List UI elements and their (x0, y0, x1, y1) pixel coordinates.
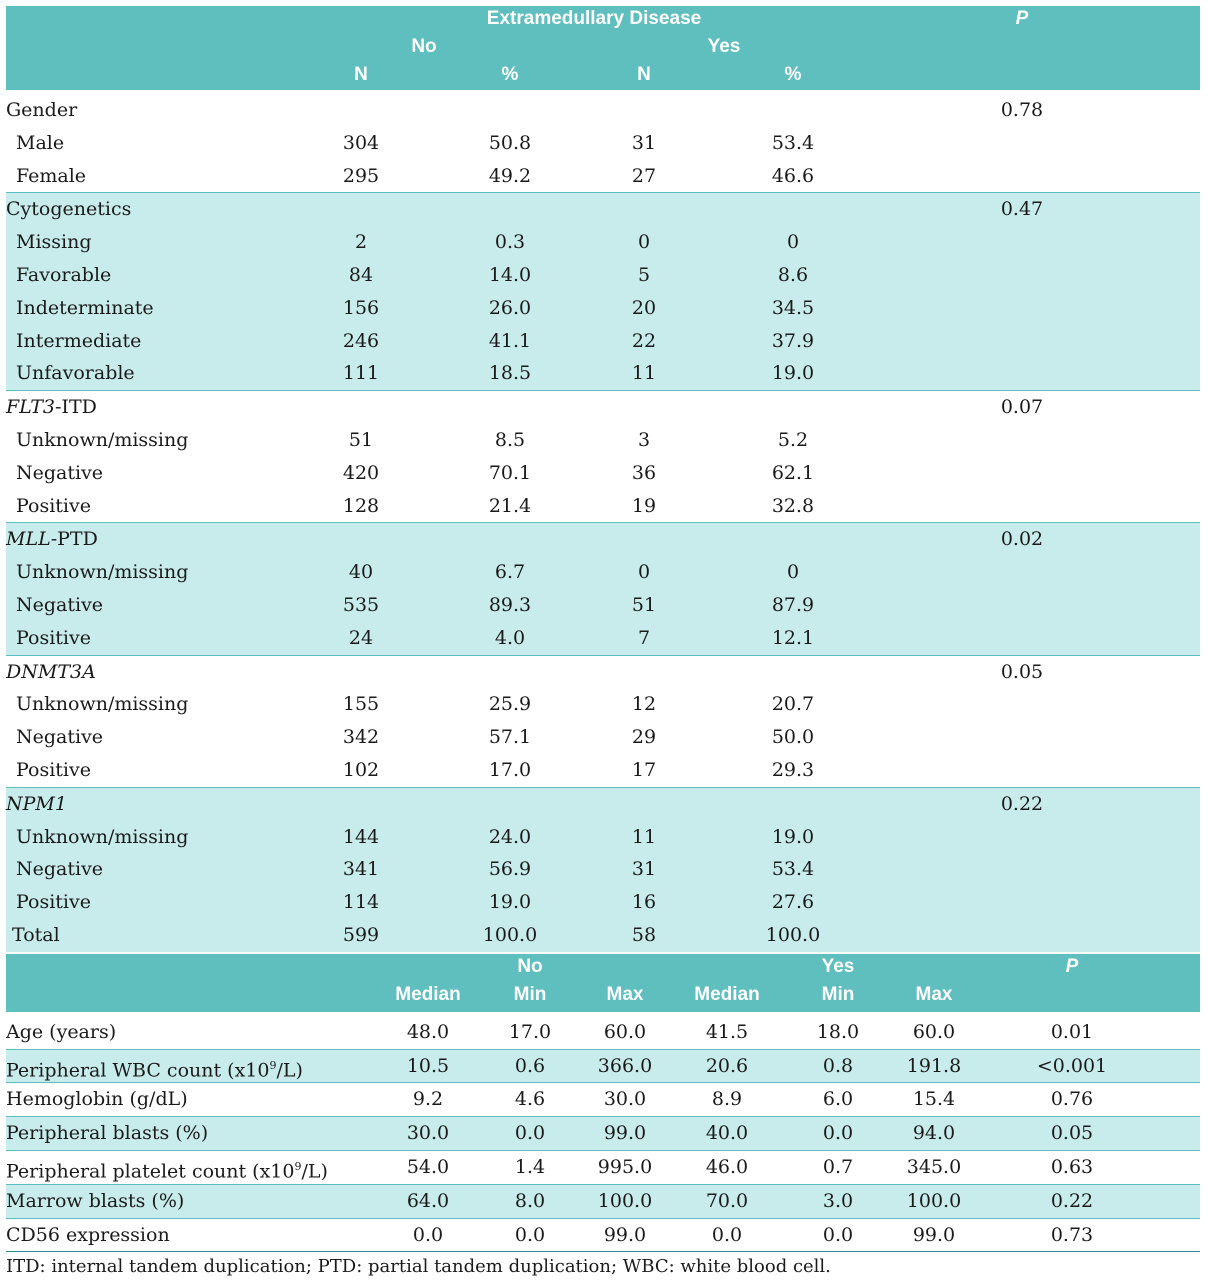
cell-no-min: 0.6 (514, 1054, 546, 1077)
bottom-rule (6, 1251, 1200, 1252)
cell-yes-min: 0.0 (822, 1223, 854, 1246)
cell-no-max: 366.0 (597, 1054, 653, 1077)
cell-yes-pct: 0 (786, 231, 800, 254)
section-group (6, 522, 1200, 654)
cell-no-min: 4.6 (514, 1088, 546, 1111)
cell-yes-n: 17 (631, 758, 657, 781)
section-group (6, 787, 1200, 952)
cell-yes-max: 60.0 (912, 1020, 956, 1043)
cell-yes-min: 3.0 (822, 1189, 854, 1212)
section-group (6, 192, 1200, 390)
cell-no-pct: 14.0 (488, 263, 532, 286)
cell-no-n: 144 (342, 825, 380, 848)
continuous-label: Hemoglobin (g/dL) (6, 1088, 188, 1111)
continuous-row (6, 1082, 1200, 1116)
cell-yes-pct: 87.9 (771, 593, 815, 616)
cell-yes-median: 20.6 (705, 1054, 749, 1077)
cell-yes-max: 15.4 (912, 1088, 956, 1111)
continuous-row (6, 1184, 1200, 1218)
cell-no-max: 60.0 (603, 1020, 647, 1043)
table-row (6, 821, 1200, 854)
cell-no-pct: 6.7 (494, 561, 526, 584)
section-title: FLT3-ITD (6, 396, 97, 419)
cell-no-n: 84 (348, 263, 374, 286)
cell-yes-max: 345.0 (906, 1155, 962, 1178)
cell-no-min: 17.0 (508, 1020, 552, 1043)
cell-yes-max: 100.0 (906, 1189, 962, 1212)
cell-yes-n: 3 (637, 428, 651, 451)
cell-yes-pct: 46.6 (771, 164, 815, 187)
section-title: NPM1 (6, 792, 67, 815)
section-header-row (6, 523, 1200, 556)
cell-no-max: 99.0 (603, 1223, 647, 1246)
table-row (6, 127, 1200, 160)
cell-p-value: 0.63 (1050, 1155, 1094, 1178)
cell-no-pct: 19.0 (488, 891, 532, 914)
continuous-label: Age (years) (6, 1020, 117, 1043)
group-title: Extramedullary Disease (486, 8, 702, 29)
cell-yes-max: 99.0 (912, 1223, 956, 1246)
total-row (6, 919, 1200, 952)
row-label: Positive (16, 494, 91, 517)
cell-yes-median: 46.0 (705, 1155, 749, 1178)
continuous-label: Peripheral blasts (%) (6, 1122, 209, 1145)
yes-pct-header: % (784, 64, 802, 85)
row-label: Positive (16, 758, 91, 781)
cell-yes-pct: 20.7 (771, 693, 815, 716)
cell-no-median: 54.0 (406, 1155, 450, 1178)
table-row (6, 688, 1200, 721)
table-row (6, 357, 1200, 390)
table-row (6, 457, 1200, 490)
cell-no-pct: 18.5 (488, 362, 532, 385)
row-label: Negative (16, 726, 104, 749)
section-p-value: 0.78 (1000, 99, 1044, 121)
continuous-label: Peripheral platelet count $(x10^9/L)$ (6, 1159, 328, 1183)
cell-yes-n: 0 (637, 561, 651, 584)
cell-no-pct: 24.0 (488, 825, 532, 848)
cell-no-n: 246 (342, 329, 380, 352)
row-label: Unfavorable (16, 362, 135, 385)
p-value-header-2: P (1065, 955, 1079, 977)
cell-yes-median: 70.0 (705, 1189, 749, 1212)
cell-yes-n: 7 (637, 626, 651, 649)
cell-yes-pct: 0 (786, 561, 800, 584)
cell-no-n: 114 (342, 891, 380, 914)
cell-no-pct: 70.1 (488, 461, 532, 484)
no-min-header: Min (513, 983, 547, 1005)
cell-yes-n: 20 (631, 296, 657, 319)
no-header: No (411, 36, 437, 57)
total-yes-n: 58 (631, 923, 657, 946)
cell-no-max: 100.0 (597, 1189, 653, 1212)
row-label: Negative (16, 858, 104, 881)
cell-no-n: 24 (348, 626, 374, 649)
section-title: Cytogenetics (6, 198, 132, 221)
categorical-header (6, 6, 1200, 90)
cell-yes-min: 0.8 (822, 1054, 854, 1077)
yes-median-header: Median (694, 983, 760, 1005)
cell-no-median: 30.0 (406, 1122, 450, 1145)
cell-no-pct: 25.9 (488, 693, 532, 716)
cell-yes-n: 0 (637, 231, 651, 254)
cell-no-n: 295 (342, 164, 380, 187)
row-label: Unknown/missing (16, 428, 189, 451)
cell-yes-min: 6.0 (822, 1088, 854, 1111)
continuous-row (6, 1150, 1200, 1184)
cell-no-median: 64.0 (406, 1189, 450, 1212)
cell-p-value: 0.01 (1050, 1020, 1094, 1043)
cell-yes-pct: 19.0 (771, 362, 815, 385)
cell-yes-pct: 62.1 (771, 461, 815, 484)
cell-no-pct: 21.4 (488, 494, 532, 517)
cell-yes-n: 19 (631, 494, 657, 517)
yes-n-header: N (637, 64, 651, 85)
no-pct-header: % (501, 64, 519, 85)
cell-p-value: 0.22 (1050, 1189, 1094, 1212)
cell-yes-median: 41.5 (705, 1020, 749, 1043)
continuous-header (6, 954, 1200, 1012)
cell-no-pct: 17.0 (488, 758, 532, 781)
table-row (6, 424, 1200, 457)
row-label: Unknown/missing (16, 693, 189, 716)
cell-no-n: 420 (342, 461, 380, 484)
row-label: Indeterminate (16, 296, 154, 319)
continuous-label: Marrow blasts (%) (6, 1189, 185, 1212)
total-no-n: 599 (342, 923, 380, 946)
cell-yes-median: 0.0 (711, 1223, 743, 1246)
cell-no-pct: 89.3 (488, 593, 532, 616)
cell-yes-pct: 50.0 (771, 726, 815, 749)
cell-no-n: 128 (342, 494, 380, 517)
cell-no-n: 111 (342, 362, 380, 385)
table-row (6, 721, 1200, 754)
categorical-body (6, 94, 1200, 952)
cell-no-pct: 4.0 (494, 626, 526, 649)
total-no-pct: 100.0 (482, 923, 538, 946)
cell-yes-n: 31 (631, 858, 657, 881)
cell-yes-min: 18.0 (816, 1020, 860, 1043)
table-row (6, 226, 1200, 259)
section-title: MLL-PTD (6, 528, 98, 551)
section-group (6, 390, 1200, 522)
table-row (6, 886, 1200, 919)
row-label: Negative (16, 593, 104, 616)
cell-yes-n: 27 (631, 164, 657, 187)
cell-no-pct: 57.1 (488, 726, 532, 749)
cell-yes-pct: 12.1 (771, 626, 815, 649)
cell-yes-max: 191.8 (906, 1054, 962, 1077)
row-label: Unknown/missing (16, 561, 189, 584)
cell-no-min: 8.0 (514, 1189, 546, 1212)
table-row (6, 589, 1200, 622)
cell-yes-min: 0.0 (822, 1122, 854, 1145)
section-header-row (6, 94, 1200, 127)
row-label: Missing (16, 231, 92, 254)
row-label: Negative (16, 461, 104, 484)
p-value-header: P (1015, 8, 1029, 29)
cell-yes-pct: 53.4 (771, 131, 815, 154)
cell-no-n: 155 (342, 693, 380, 716)
cell-yes-min: 0.7 (822, 1155, 854, 1178)
cell-no-max: 99.0 (603, 1122, 647, 1145)
cell-yes-n: 22 (631, 329, 657, 352)
cell-no-pct: 26.0 (488, 296, 532, 319)
cell-yes-pct: 19.0 (771, 825, 815, 848)
table-row (6, 556, 1200, 589)
cell-no-pct: 8.5 (494, 428, 526, 451)
row-label: Intermediate (16, 329, 142, 352)
cell-yes-pct: 5.2 (777, 428, 809, 451)
cell-no-n: 156 (342, 296, 380, 319)
table-row (6, 853, 1200, 886)
section-header-row (6, 788, 1200, 821)
cell-no-pct: 41.1 (488, 329, 532, 352)
row-label: Unknown/missing (16, 825, 189, 848)
cell-yes-median: 40.0 (705, 1122, 749, 1145)
cell-p-value: 0.76 (1050, 1088, 1094, 1111)
yes-min-header: Min (821, 983, 855, 1005)
section-title: Gender (6, 99, 78, 121)
cell-yes-n: 12 (631, 693, 657, 716)
cell-no-max: 30.0 (603, 1088, 647, 1111)
no-max-header: Max (606, 983, 644, 1005)
cell-no-pct: 49.2 (488, 164, 532, 187)
cell-yes-pct: 37.9 (771, 329, 815, 352)
cell-no-pct: 50.8 (488, 131, 532, 154)
section-header-row (6, 656, 1200, 689)
cell-no-min: 0.0 (514, 1223, 546, 1246)
cell-no-n: 51 (348, 428, 374, 451)
row-label: Favorable (16, 263, 112, 286)
total-label: Total (12, 923, 60, 946)
yes-max-header: Max (915, 983, 953, 1005)
continuous-label: Peripheral WBC count $(x10^9/L)$ (6, 1058, 303, 1081)
continuous-label: CD56 expression (6, 1223, 170, 1246)
yes-header: Yes (707, 36, 741, 57)
row-label: Female (16, 164, 87, 187)
continuous-row (6, 1016, 1200, 1049)
table-row (6, 259, 1200, 292)
cell-no-n: 102 (342, 758, 380, 781)
cell-p-value: <0.001 (1036, 1054, 1108, 1077)
row-label: Positive (16, 626, 91, 649)
cell-no-min: 1.4 (514, 1155, 546, 1178)
cell-no-min: 0.0 (514, 1122, 546, 1145)
cell-yes-n: 11 (631, 825, 657, 848)
section-p-value: 0.02 (1000, 528, 1044, 551)
cell-yes-pct: 29.3 (771, 758, 815, 781)
yes-header-2: Yes (821, 955, 855, 977)
cell-no-n: 342 (342, 726, 380, 749)
cell-no-n: 40 (348, 561, 374, 584)
table-row (6, 292, 1200, 325)
continuous-row (6, 1218, 1200, 1252)
no-median-header: Median (395, 983, 461, 1005)
cell-no-pct: 56.9 (488, 858, 532, 881)
cell-yes-pct: 53.4 (771, 858, 815, 881)
section-p-value: 0.22 (1000, 792, 1044, 815)
continuous-body (6, 1016, 1200, 1252)
cell-yes-n: 31 (631, 131, 657, 154)
table-row (6, 325, 1200, 358)
cell-yes-n: 5 (637, 263, 651, 286)
cell-no-median: 10.5 (406, 1054, 450, 1077)
cell-no-pct: 0.3 (494, 231, 526, 254)
section-title: DNMT3A (6, 660, 96, 683)
no-header-2: No (517, 955, 543, 977)
row-label: Positive (16, 891, 91, 914)
cell-no-median: 0.0 (412, 1223, 444, 1246)
cell-no-n: 341 (342, 858, 380, 881)
cell-no-max: 995.0 (597, 1155, 653, 1178)
table-row (6, 754, 1200, 787)
no-n-header: N (354, 64, 368, 85)
cell-yes-max: 94.0 (912, 1122, 956, 1145)
table-container (6, 6, 1200, 1277)
total-yes-pct: 100.0 (765, 923, 821, 946)
section-group (6, 94, 1200, 192)
cell-yes-median: 8.9 (711, 1088, 743, 1111)
section-header-row (6, 391, 1200, 424)
cell-yes-pct: 27.6 (771, 891, 815, 914)
cell-no-median: 48.0 (406, 1020, 450, 1043)
cell-no-median: 9.2 (412, 1088, 444, 1111)
section-p-value: 0.07 (1000, 396, 1044, 419)
footnote: ITD: internal tandem duplication; PTD: partial tandem duplication; WBC: white blood cell. (6, 1256, 831, 1278)
cell-yes-n: 16 (631, 891, 657, 914)
section-header-row (6, 193, 1200, 226)
cell-yes-n: 29 (631, 726, 657, 749)
cell-p-value: 0.05 (1050, 1122, 1094, 1145)
cell-no-n: 304 (342, 131, 380, 154)
row-label: Male (16, 131, 65, 154)
cell-yes-pct: 8.6 (777, 263, 809, 286)
cell-yes-n: 11 (631, 362, 657, 385)
cell-yes-n: 51 (631, 593, 657, 616)
section-p-value: 0.05 (1000, 660, 1044, 683)
continuous-row (6, 1116, 1200, 1150)
cell-p-value: 0.73 (1050, 1223, 1094, 1246)
cell-yes-n: 36 (631, 461, 657, 484)
table-row (6, 160, 1200, 193)
cell-yes-pct: 32.8 (771, 494, 815, 517)
table-row (6, 622, 1200, 655)
table-row (6, 490, 1200, 523)
cell-no-n: 535 (342, 593, 380, 616)
cell-no-n: 2 (354, 231, 368, 254)
section-p-value: 0.47 (1000, 198, 1044, 221)
cell-yes-pct: 34.5 (771, 296, 815, 319)
continuous-row (6, 1049, 1200, 1083)
section-group (6, 655, 1200, 787)
